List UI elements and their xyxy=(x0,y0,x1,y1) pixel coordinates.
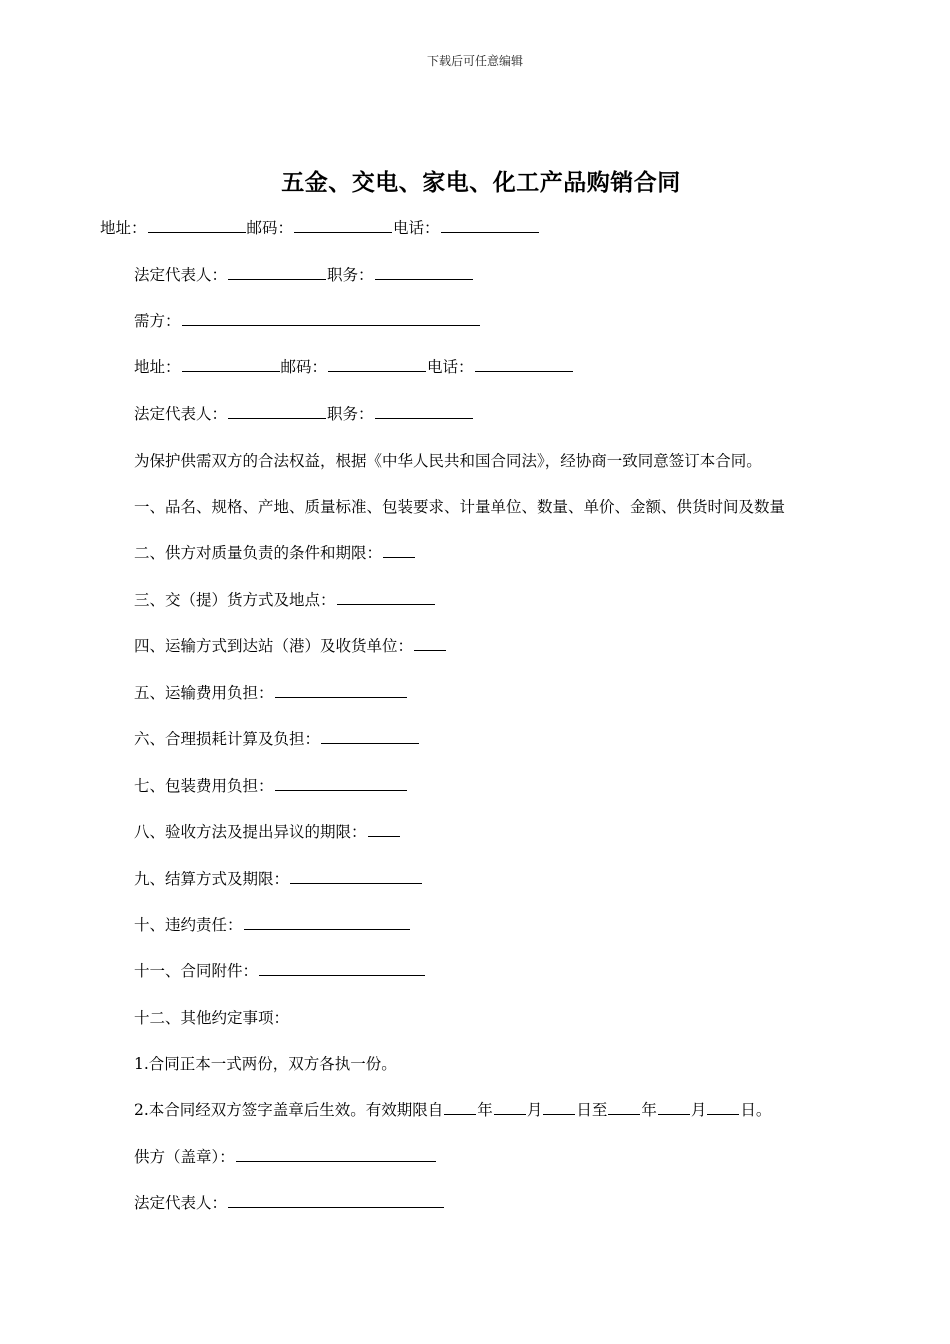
clause-9-blank[interactable] xyxy=(290,869,422,884)
clause-10-blank[interactable] xyxy=(244,915,410,930)
term-1: 1.合同正本一式两份，双方各执一份。 xyxy=(134,1055,397,1073)
clause-2-line xyxy=(134,542,416,564)
address-blank[interactable] xyxy=(182,357,280,372)
clause-8-blank[interactable] xyxy=(368,822,400,837)
clause-4: 四、运输方式到达站（港）及收货单位： xyxy=(134,637,414,655)
phone-blank[interactable] xyxy=(441,218,539,233)
clause-9-line xyxy=(134,868,423,890)
clause-11: 十一、合同附件： xyxy=(134,962,259,980)
signature-legal-rep-line xyxy=(134,1192,445,1214)
term-2-line xyxy=(134,1099,771,1121)
legal-rep-blank[interactable] xyxy=(228,265,326,280)
clause-2-blank[interactable] xyxy=(383,543,415,558)
supplier-seal-label: 供方（盖章）： xyxy=(134,1148,235,1166)
start-day-blank[interactable] xyxy=(543,1100,575,1115)
clause-4-line xyxy=(134,635,447,657)
clause-6-line xyxy=(134,728,420,750)
buyer-address-line xyxy=(134,356,574,378)
start-month-blank[interactable] xyxy=(494,1100,526,1115)
header-note: 下载后可任意编辑 xyxy=(426,54,523,68)
day-end-label: 日。 xyxy=(740,1101,772,1119)
clause-6: 六、合理损耗计算及负担： xyxy=(134,730,321,748)
clause-10-line xyxy=(134,914,411,936)
legal-rep-label: 法定代表人： xyxy=(134,266,228,284)
buyer-line xyxy=(134,310,481,332)
term-2-prefix: 2.本合同经双方签字盖章后生效。有效期限自 xyxy=(134,1101,444,1119)
document-title: 五金、交电、家电、化工产品购销合同 xyxy=(281,169,681,196)
postcode-blank[interactable] xyxy=(294,218,392,233)
phone-label: 电话： xyxy=(427,358,474,376)
clause-5: 五、运输费用负担： xyxy=(134,684,274,702)
day-to-label: 日至 xyxy=(576,1101,608,1119)
postcode-label: 邮码： xyxy=(280,358,328,376)
position-label: 职务： xyxy=(327,405,374,423)
clause-2: 二、供方对质量负责的条件和期限： xyxy=(134,544,383,562)
clause-3: 三、交（提）货方式及地点： xyxy=(134,591,336,609)
position-blank[interactable] xyxy=(375,265,473,280)
supplier-seal-blank[interactable] xyxy=(236,1147,436,1162)
address-blank[interactable] xyxy=(148,218,246,233)
clause-8-line xyxy=(134,821,401,843)
supplier-legal-rep-line xyxy=(134,264,474,286)
clause-5-blank[interactable] xyxy=(275,683,407,698)
clause-6-blank[interactable] xyxy=(321,729,419,744)
clause-10: 十、违约责任： xyxy=(134,916,243,934)
phone-label: 电话： xyxy=(393,219,440,237)
clause-12: 十二、其他约定事项： xyxy=(134,1009,290,1027)
address-label: 地址： xyxy=(100,219,147,237)
clause-7-blank[interactable] xyxy=(275,776,407,791)
clause-3-blank[interactable] xyxy=(337,590,435,605)
legal-rep-label: 法定代表人： xyxy=(134,405,228,423)
position-blank[interactable] xyxy=(375,404,473,419)
signature-legal-rep-blank[interactable] xyxy=(228,1193,444,1208)
clause-5-line xyxy=(134,682,408,704)
buyer-blank[interactable] xyxy=(182,311,480,326)
end-month-blank[interactable] xyxy=(658,1100,690,1115)
clause-7-line xyxy=(134,775,408,797)
start-year-blank[interactable] xyxy=(444,1100,476,1115)
clause-9: 九、结算方式及期限： xyxy=(134,870,290,888)
month-label: 月 xyxy=(526,1101,543,1119)
supplier-address-line xyxy=(100,217,540,239)
clause-8: 八、验收方法及提出异议的期限： xyxy=(134,823,367,841)
year-label: 年 xyxy=(477,1101,493,1119)
postcode-label: 邮码： xyxy=(246,219,294,237)
clause-7: 七、包装费用负担： xyxy=(134,777,274,795)
clause-1: 一、品名、规格、产地、质量标准、包装要求、计量单位、数量、单价、金额、供货时间及数量 xyxy=(134,498,786,516)
clause-11-blank[interactable] xyxy=(259,961,425,976)
month-label: 月 xyxy=(690,1101,707,1119)
supplier-seal-line xyxy=(134,1146,437,1168)
address-label: 地址： xyxy=(134,358,181,376)
legal-rep-blank[interactable] xyxy=(228,404,326,419)
year-label: 年 xyxy=(641,1101,657,1119)
postcode-blank[interactable] xyxy=(328,357,426,372)
end-year-blank[interactable] xyxy=(608,1100,640,1115)
clause-3-line xyxy=(134,589,436,611)
clause-4-blank[interactable] xyxy=(414,636,446,651)
preamble: 为保护供需双方的合法权益，根据《中华人民共和国合同法》，经协商一致同意签订本合同。 xyxy=(134,452,762,470)
buyer-label: 需方： xyxy=(134,312,181,330)
position-label: 职务： xyxy=(327,266,374,284)
signature-legal-rep-label: 法定代表人： xyxy=(134,1194,228,1212)
phone-blank[interactable] xyxy=(475,357,573,372)
clause-11-line xyxy=(134,960,426,982)
end-day-blank[interactable] xyxy=(707,1100,739,1115)
buyer-legal-rep-line xyxy=(134,403,474,425)
